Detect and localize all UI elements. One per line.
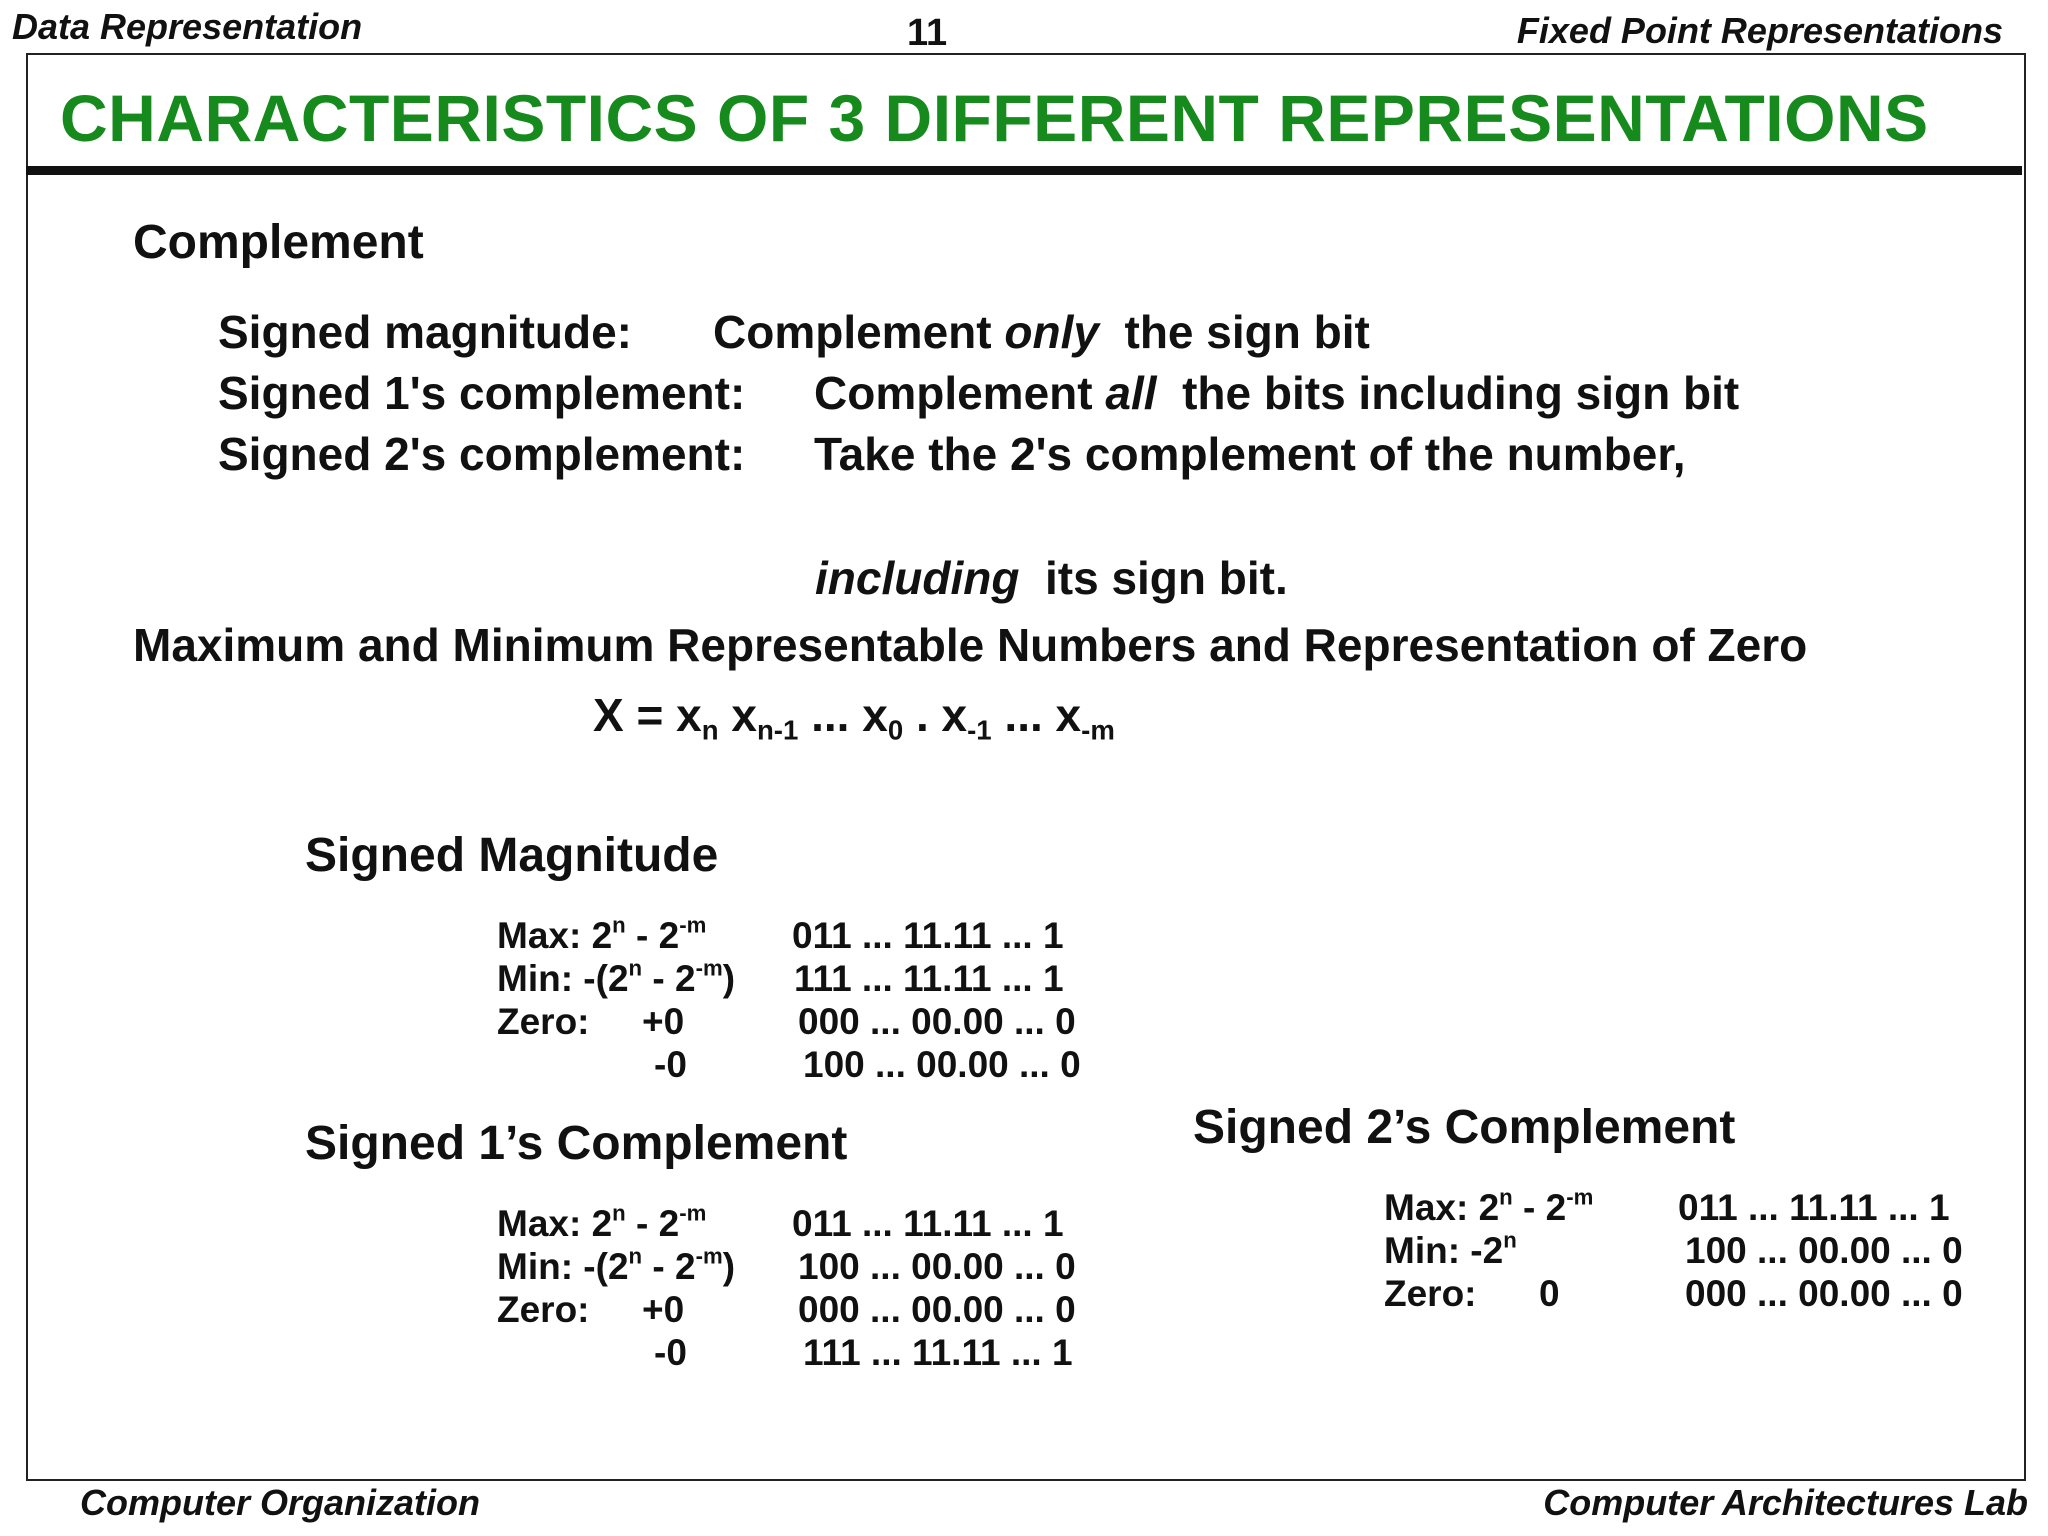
sm-min-row: Min: $-(2^n - 2^{-m})$ 111 ... 11.11 ... 1 <box>497 955 1064 999</box>
maxmin-heading: Maximum and Minimum Representable Numbers and Representation of Zero <box>133 619 1808 671</box>
tc-zero-row: Zero: 0 000 ... 00.00 ... 0 <box>1384 1273 1963 1314</box>
sm-max-row: Max: $2^n - 2^{-m}$ 011 ... 11.11 ... 1 <box>497 912 1064 956</box>
complement-row-ones <box>218 366 1740 420</box>
row-desc: Take the 2's complement of the number, <box>814 428 1686 480</box>
complement-row-twos <box>218 427 1686 481</box>
row-desc: Complement all the bits including sign bit <box>814 367 1740 419</box>
row-label: Signed 1's complement: <box>218 367 746 419</box>
slide-title: CHARACTERISTICS OF 3 DIFFERENT REPRESENTATIONS <box>60 81 1929 155</box>
twos-complement-table <box>1384 1184 1963 1315</box>
tc-min-row: Min: -2$^n$ 100 ... 00.00 ... 0 <box>1384 1227 1963 1271</box>
title-rule <box>26 166 2022 175</box>
signed-magnitude-heading: Signed Magnitude <box>305 829 719 882</box>
row-label: Signed 2's complement: <box>218 428 746 480</box>
twos-complement-heading: Signed 2’s Complement <box>1193 1101 1736 1154</box>
signed-magnitude-table <box>497 912 1081 1086</box>
footer-left: Computer Organization <box>80 1482 481 1523</box>
ones-complement-table <box>497 1200 1076 1374</box>
oc-zero-pos-row: Zero: +0 000 ... 00.00 ... 0 <box>497 1289 1076 1330</box>
header-left: Data Representation <box>12 6 363 47</box>
bit-formula: $X = x_n$ $x_{n-1}$ ... $x_0$ . $x_{-1}$ ... $x_{-m}$ <box>593 689 1115 746</box>
row-label: Signed magnitude: <box>218 306 632 358</box>
complement-row-signed-magnitude <box>218 305 1370 359</box>
page-number: 11 <box>907 12 948 54</box>
sm-zero-neg-row: -0 100 ... 00.00 ... 0 <box>654 1044 1081 1085</box>
oc-min-row: Min: $-(2^n - 2^{-m})$ 100 ... 00.00 ... 0 <box>497 1243 1076 1287</box>
tc-max-row: Max: $2^n - 2^{-m}$ 011 ... 11.11 ... 1 <box>1384 1184 1950 1228</box>
ones-complement-heading: Signed 1’s Complement <box>305 1117 848 1170</box>
row-desc: Complement only the sign bit <box>713 306 1370 358</box>
complement-continuation: including its sign bit. <box>815 552 1288 604</box>
footer-right: Computer Architectures Lab <box>1543 1482 2028 1523</box>
oc-max-row: Max: $2^n - 2^{-m}$ 011 ... 11.11 ... 1 <box>497 1200 1064 1244</box>
header-right: Fixed Point Representations <box>1516 10 2003 51</box>
complement-heading: Complement <box>133 216 424 269</box>
sm-zero-pos-row: Zero: +0 000 ... 00.00 ... 0 <box>497 1001 1076 1042</box>
oc-zero-neg-row: -0 111 ... 11.11 ... 1 <box>654 1332 1073 1373</box>
